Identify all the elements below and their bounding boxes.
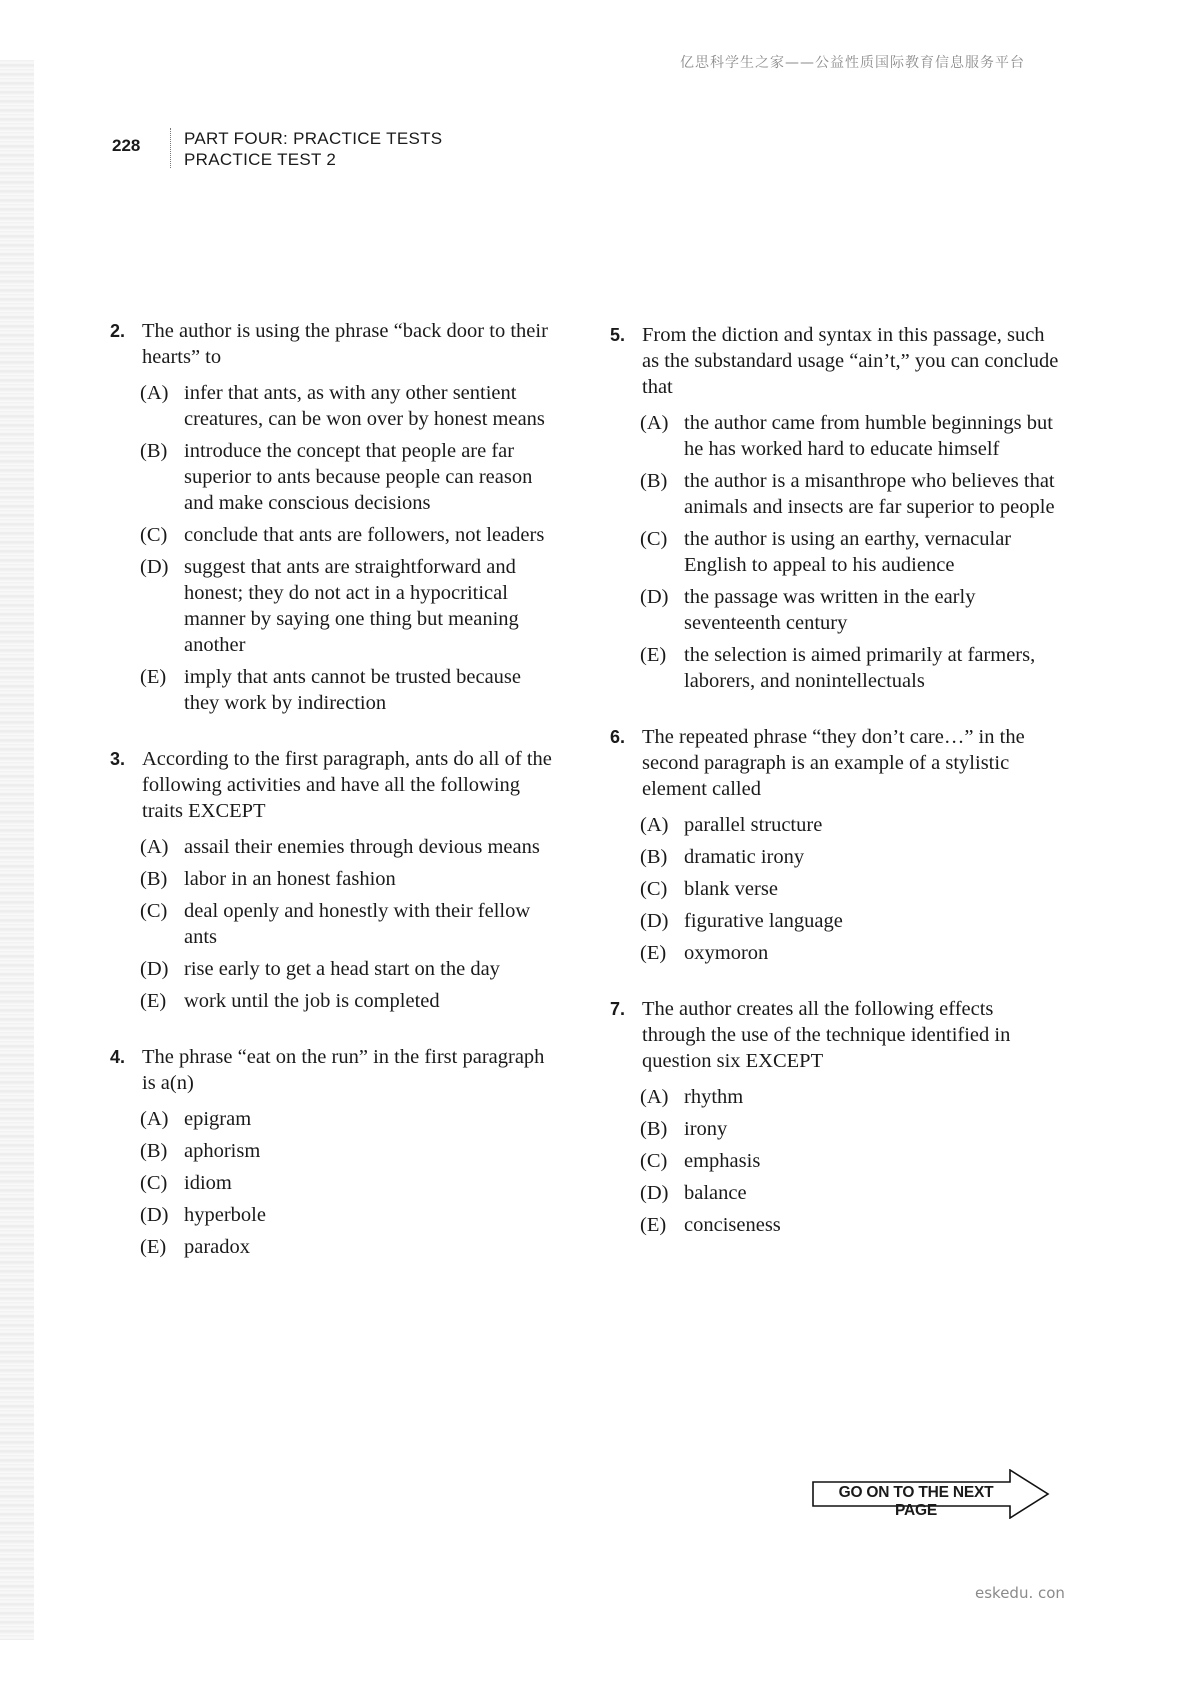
question-stem	[610, 322, 1060, 400]
answer-choices	[610, 410, 1060, 694]
answer-choice-c[interactable]	[640, 876, 1060, 902]
choice-letter: (A)	[640, 1086, 669, 1108]
question-text: The repeated phrase “they don’t care…” in the second paragraph is an example of a stylistic element called	[642, 726, 1025, 800]
header-test-title: PRACTICE TEST 2	[184, 150, 337, 169]
question-number: 2.	[110, 321, 126, 341]
choice-text: figurative language	[684, 910, 843, 932]
choice-text: blank verse	[684, 878, 778, 900]
answer-choice-e[interactable]	[140, 664, 560, 716]
choice-text: paradox	[184, 1236, 251, 1258]
choice-letter: (E)	[640, 644, 667, 666]
choice-text: deal openly and honestly with their fellow ants	[184, 900, 531, 948]
choice-text: suggest that ants are straightforward and honest; they do not act in a hypocritical manner by saying one thing but meaning another	[184, 556, 519, 656]
answer-choice-c[interactable]	[140, 522, 560, 548]
answer-choices	[610, 1084, 1060, 1238]
answer-choices	[110, 380, 560, 716]
choice-text: idiom	[184, 1172, 232, 1194]
choice-letter: (B)	[140, 440, 168, 462]
choice-letter: (C)	[640, 528, 668, 550]
question-number: 7.	[610, 999, 626, 1019]
choice-letter: (A)	[640, 412, 669, 434]
answer-choices	[110, 834, 560, 1014]
question-text: According to the first paragraph, ants do all of the following activities and have all the following traits EXCEPT	[142, 748, 552, 822]
answer-choice-b[interactable]	[640, 1116, 1060, 1142]
question-number: 3.	[110, 749, 126, 769]
choice-text: the author is a misanthrope who believes that animals and insects are far superior to people	[684, 470, 1055, 518]
answer-choice-c[interactable]	[140, 898, 560, 950]
question-number: 6.	[610, 727, 626, 747]
choice-text: conciseness	[684, 1214, 781, 1236]
left-column	[110, 318, 560, 1290]
choice-letter: (D)	[640, 1182, 669, 1204]
answer-choice-e[interactable]	[140, 1234, 560, 1260]
question-text: From the diction and syntax in this passage, such as the substandard usage “ain’t,” you can conclude that	[642, 324, 1059, 398]
choice-letter: (C)	[140, 1172, 168, 1194]
answer-choice-b[interactable]	[140, 866, 560, 892]
question-3	[110, 746, 560, 1014]
answer-choices	[110, 1106, 560, 1260]
choice-text: labor in an honest fashion	[184, 868, 396, 890]
choice-letter: (C)	[140, 524, 168, 546]
go-on-next-page-arrow	[812, 1469, 1052, 1519]
answer-choice-d[interactable]	[640, 1180, 1060, 1206]
header-part-title: PART FOUR: PRACTICE TESTS	[184, 129, 443, 148]
question-text: The phrase “eat on the run” in the first paragraph is a(n)	[142, 1046, 545, 1094]
choice-letter: (B)	[140, 868, 168, 890]
choice-letter: (B)	[640, 470, 668, 492]
choice-text: the author is using an earthy, vernacular English to appeal to his audience	[684, 528, 1012, 576]
choice-text: parallel structure	[684, 814, 823, 836]
choice-text: emphasis	[684, 1150, 761, 1172]
answer-choice-c[interactable]	[640, 1148, 1060, 1174]
choice-letter: (E)	[640, 942, 667, 964]
answer-choice-d[interactable]	[640, 908, 1060, 934]
choice-text: dramatic irony	[684, 846, 805, 868]
choice-letter: (C)	[640, 878, 668, 900]
answer-choice-c[interactable]	[640, 526, 1060, 578]
answer-choice-e[interactable]	[140, 988, 560, 1014]
question-text: The author is using the phrase “back door to their hearts” to	[142, 320, 548, 368]
choice-text: oxymoron	[684, 942, 769, 964]
answer-choice-a[interactable]	[640, 812, 1060, 838]
choice-letter: (D)	[140, 1204, 169, 1226]
answer-choice-e[interactable]	[640, 1212, 1060, 1238]
scan-edge-artifact	[0, 60, 34, 1640]
choice-text: the selection is aimed primarily at farmers, laborers, and nonintellectuals	[684, 644, 1036, 692]
answer-choice-c[interactable]	[140, 1170, 560, 1196]
choice-letter: (A)	[140, 1108, 169, 1130]
choice-letter: (B)	[640, 846, 668, 868]
page-number: 228	[112, 136, 141, 155]
choice-text: aphorism	[184, 1140, 261, 1162]
choice-text: irony	[684, 1118, 728, 1140]
answer-choice-d[interactable]	[140, 956, 560, 982]
choice-text: balance	[684, 1182, 747, 1204]
question-6	[610, 724, 1060, 966]
choice-letter: (D)	[640, 586, 669, 608]
choice-text: rhythm	[684, 1086, 744, 1108]
question-text: The author creates all the following effects through the use of the technique identified in question six EXCEPT	[642, 998, 1011, 1072]
choice-letter: (A)	[140, 382, 169, 404]
question-5	[610, 322, 1060, 694]
question-stem	[610, 996, 1060, 1074]
answer-choice-b[interactable]	[140, 438, 560, 516]
question-number: 5.	[610, 325, 626, 345]
answer-choice-e[interactable]	[640, 642, 1060, 694]
site-watermark: eskedu. con	[975, 1584, 1065, 1602]
answer-choice-a[interactable]	[140, 1106, 560, 1132]
choice-letter: (A)	[140, 836, 169, 858]
question-stem	[110, 1044, 560, 1096]
choice-letter: (D)	[640, 910, 669, 932]
right-column	[610, 322, 1060, 1268]
choice-letter: (D)	[140, 556, 169, 578]
choice-letter: (E)	[640, 1214, 667, 1236]
choice-text: hyperbole	[184, 1204, 266, 1226]
choice-text: rise early to get a head start on the day	[184, 958, 500, 980]
choice-text: epigram	[184, 1108, 252, 1130]
answer-choice-a[interactable]	[140, 380, 560, 432]
choice-text: the passage was written in the early seventeenth century	[684, 586, 976, 634]
header-titles	[184, 128, 584, 170]
answer-choice-b[interactable]	[640, 468, 1060, 520]
choice-text: imply that ants cannot be trusted because they work by indirection	[184, 666, 522, 714]
choice-letter: (D)	[140, 958, 169, 980]
question-4	[110, 1044, 560, 1260]
answer-choice-d[interactable]	[140, 1202, 560, 1228]
choice-text: work until the job is completed	[184, 990, 440, 1012]
choice-letter: (B)	[640, 1118, 668, 1140]
watermark-text: 亿思科学生之家——公益性质国际教育信息服务平台	[680, 55, 1025, 71]
question-stem	[610, 724, 1060, 802]
choice-letter: (C)	[140, 900, 168, 922]
answer-choice-a[interactable]	[640, 1084, 1060, 1110]
answer-choice-b[interactable]	[640, 844, 1060, 870]
question-stem	[110, 318, 560, 370]
choice-letter: (B)	[140, 1140, 168, 1162]
question-2	[110, 318, 560, 716]
choice-letter: (E)	[140, 990, 167, 1012]
choice-text: the author came from humble beginnings but he has worked hard to educate himself	[684, 412, 1053, 460]
answer-choice-a[interactable]	[140, 834, 560, 860]
choice-letter: (E)	[140, 1236, 167, 1258]
choice-text: assail their enemies through devious means	[184, 836, 540, 858]
question-stem	[110, 746, 560, 824]
choice-text: introduce the concept that people are far superior to ants because people can reason and make conscious decisions	[184, 440, 533, 514]
answer-choice-b[interactable]	[140, 1138, 560, 1164]
header-divider	[170, 128, 171, 168]
go-on-label: GO ON TO THE NEXT PAGE	[838, 1484, 994, 1519]
choice-text: conclude that ants are followers, not leaders	[184, 524, 545, 546]
answer-choices	[610, 812, 1060, 966]
question-number: 4.	[110, 1047, 126, 1067]
answer-choice-a[interactable]	[640, 410, 1060, 462]
answer-choice-d[interactable]	[640, 584, 1060, 636]
choice-letter: (C)	[640, 1150, 668, 1172]
choice-text: infer that ants, as with any other sentient creatures, can be won over by honest means	[184, 382, 545, 430]
answer-choice-d[interactable]	[140, 554, 560, 658]
choice-letter: (A)	[640, 814, 669, 836]
choice-letter: (E)	[140, 666, 167, 688]
answer-choice-e[interactable]	[640, 940, 1060, 966]
question-7	[610, 996, 1060, 1238]
